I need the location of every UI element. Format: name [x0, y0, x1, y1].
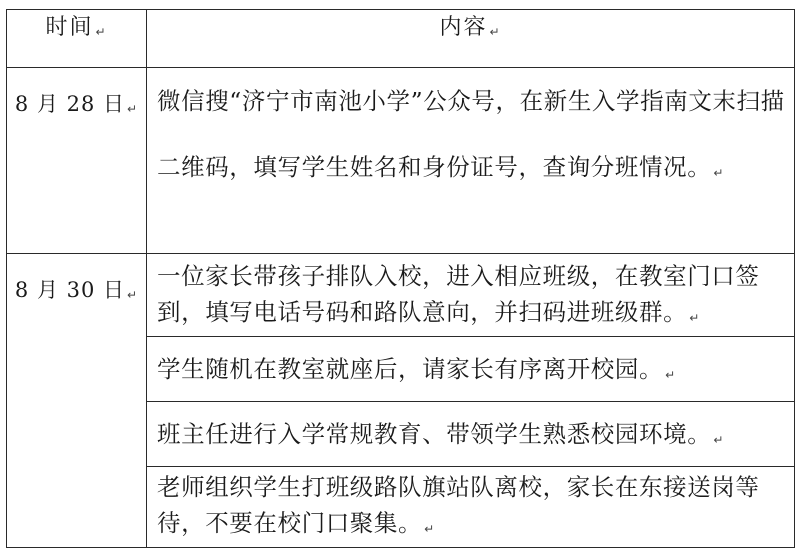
content-text	[157, 418, 790, 456]
paragraph-mark-icon: ↵	[713, 166, 724, 180]
content-cell	[147, 467, 795, 548]
paragraph-mark-icon: ↵	[689, 311, 700, 325]
content-item: 班主任进行入学常规教育、带领学生熟悉校园环境。	[157, 420, 712, 448]
schedule-table	[6, 9, 795, 548]
content-cell	[147, 254, 795, 337]
header-time-label: 时间	[45, 15, 94, 40]
paragraph-mark-icon: ↵	[424, 522, 435, 536]
table-row	[7, 254, 795, 337]
date-cell-aug-30	[7, 254, 147, 548]
content-text	[157, 469, 790, 547]
paragraph-mark-icon: ↵	[713, 433, 724, 447]
date-label: 8 月 30 日	[14, 278, 126, 302]
paragraph-mark-icon: ↵	[95, 25, 108, 39]
date-label: 8 月 28 日	[14, 92, 126, 116]
content-cell	[147, 402, 795, 467]
content-item: 一位家长带孩子排队入校，进入相应班级，在教室门口签到，填写电话号码和路队意向，并扫码进班级群。	[157, 262, 760, 326]
header-time	[7, 10, 147, 68]
paragraph-mark-icon: ↵	[127, 288, 139, 302]
content-text	[157, 258, 790, 336]
table-row	[7, 68, 795, 254]
content-text	[157, 353, 790, 391]
content-text	[157, 68, 790, 206]
content-item: 学生随机在教室就座后，请家长有序离开校园。	[157, 355, 664, 383]
header-row	[7, 10, 795, 68]
date-cell-aug-28	[7, 68, 147, 254]
header-content-label: 内容	[439, 15, 488, 40]
content-item: 微信搜“济宁市南池小学”公众号，在新生入学指南文末扫描二维码，填写学生姓名和身份证号，查询分班情况。	[157, 87, 785, 181]
content-cell	[147, 68, 795, 254]
content-item: 老师组织学生打班级路队旗站队离校，家长在东接送岗等待，不要在校门口聚集。	[157, 473, 760, 537]
paragraph-mark-icon: ↵	[665, 368, 676, 382]
content-cell	[147, 337, 795, 402]
paragraph-mark-icon: ↵	[489, 25, 502, 39]
header-content	[147, 10, 795, 68]
paragraph-mark-icon: ↵	[127, 102, 139, 116]
